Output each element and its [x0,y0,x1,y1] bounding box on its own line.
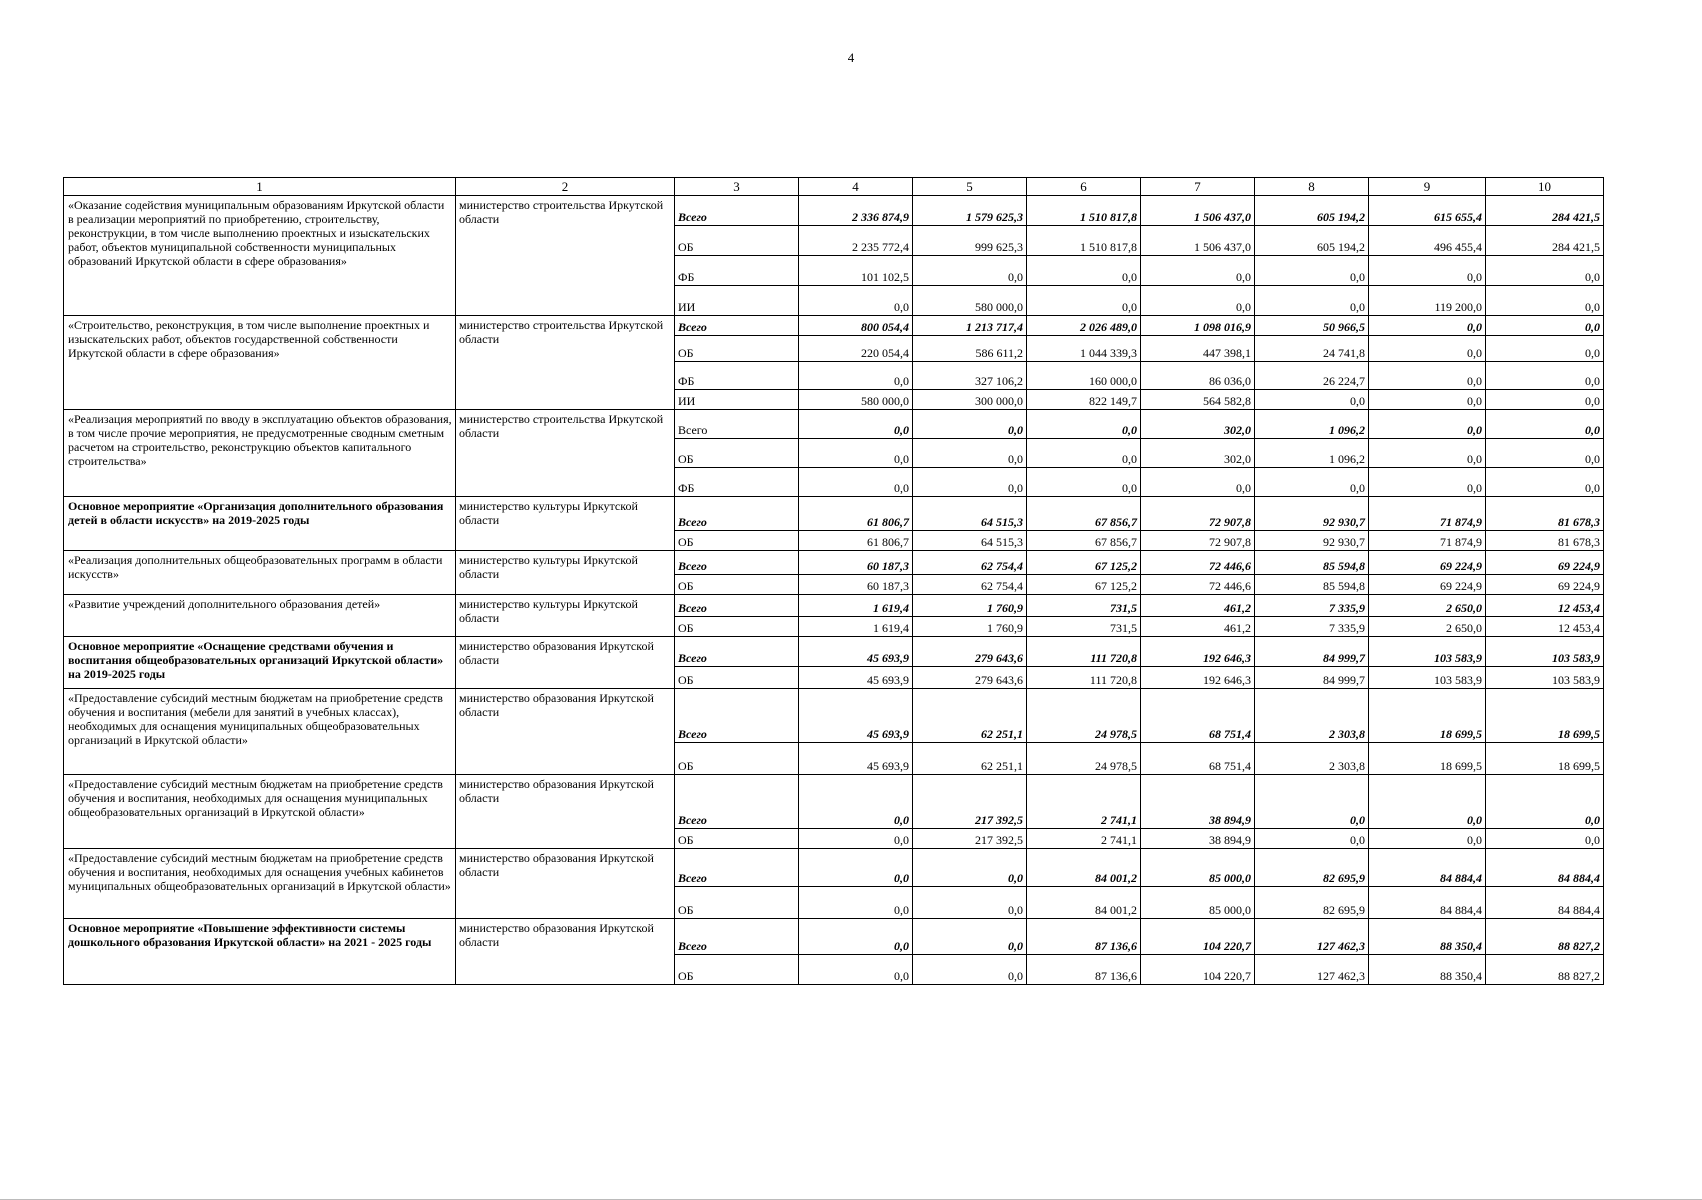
amount-cell: 104 220,7 [1141,955,1255,985]
column-header: 4 [799,178,913,196]
table-row [64,316,1604,336]
amount-cell: 69 224,9 [1486,551,1604,575]
amount-cell: 0,0 [799,849,913,887]
column-header: 6 [1027,178,1141,196]
amount-cell: 92 930,7 [1255,531,1369,551]
amount-cell: 67 125,2 [1027,575,1141,595]
amount-cell: 0,0 [799,468,913,497]
amount-cell: 0,0 [1369,410,1486,439]
amount-cell: 300 000,0 [913,390,1027,410]
amount-cell: 0,0 [1369,362,1486,390]
amount-cell: 81 678,3 [1486,531,1604,551]
budget-table-container [63,177,1603,985]
funding-source: Всего [675,410,799,439]
amount-cell: 2 303,8 [1255,689,1369,743]
amount-cell: 1 619,4 [799,595,913,617]
amount-cell: 0,0 [1255,468,1369,497]
amount-cell: 60 187,3 [799,551,913,575]
amount-cell: 284 421,5 [1486,196,1604,226]
funding-source: Всего [675,689,799,743]
amount-cell: 88 827,2 [1486,919,1604,955]
amount-cell: 82 695,9 [1255,887,1369,919]
amount-cell: 62 754,4 [913,575,1027,595]
amount-cell: 0,0 [1027,286,1141,316]
amount-cell: 72 446,6 [1141,575,1255,595]
amount-cell: 103 583,9 [1369,637,1486,667]
amount-cell: 0,0 [913,439,1027,468]
amount-cell: 84 001,2 [1027,887,1141,919]
amount-cell: 38 894,9 [1141,775,1255,829]
amount-cell: 67 856,7 [1027,497,1141,531]
amount-cell: 731,5 [1027,595,1141,617]
amount-cell: 0,0 [1369,256,1486,286]
amount-cell: 88 827,2 [1486,955,1604,985]
amount-cell: 0,0 [1486,468,1604,497]
column-header: 5 [913,178,1027,196]
executor: министерство образования Иркутской области [456,637,675,689]
amount-cell: 217 392,5 [913,829,1027,849]
amount-cell: 50 966,5 [1255,316,1369,336]
amount-cell: 0,0 [799,829,913,849]
table-row [64,919,1604,955]
funding-source: Всего [675,919,799,955]
table-row [64,775,1604,829]
amount-cell: 0,0 [1255,286,1369,316]
funding-source: ФБ [675,362,799,390]
funding-source: Всего [675,775,799,829]
table-row [64,410,1604,439]
funding-source: Всего [675,595,799,617]
amount-cell: 45 693,9 [799,689,913,743]
amount-cell: 1 760,9 [913,617,1027,637]
amount-cell: 0,0 [1369,775,1486,829]
amount-cell: 0,0 [1486,256,1604,286]
amount-cell: 72 446,6 [1141,551,1255,575]
amount-cell: 327 106,2 [913,362,1027,390]
column-header: 8 [1255,178,1369,196]
amount-cell: 7 335,9 [1255,595,1369,617]
amount-cell: 103 583,9 [1369,667,1486,689]
amount-cell: 127 462,3 [1255,919,1369,955]
amount-cell: 2 026 489,0 [1027,316,1141,336]
amount-cell: 87 136,6 [1027,919,1141,955]
executor: министерство строительства Иркутской области [456,316,675,410]
table-row [64,497,1604,531]
amount-cell: 0,0 [799,410,913,439]
amount-cell: 2 741,1 [1027,775,1141,829]
amount-cell: 0,0 [1141,256,1255,286]
funding-source: ИИ [675,286,799,316]
amount-cell: 0,0 [1486,336,1604,362]
amount-cell: 7 335,9 [1255,617,1369,637]
amount-cell: 87 136,6 [1027,955,1141,985]
amount-cell: 26 224,7 [1255,362,1369,390]
amount-cell: 72 907,8 [1141,531,1255,551]
amount-cell: 0,0 [1369,390,1486,410]
amount-cell: 0,0 [1141,468,1255,497]
amount-cell: 0,0 [1486,775,1604,829]
amount-cell: 1 506 437,0 [1141,196,1255,226]
amount-cell: 279 643,6 [913,637,1027,667]
amount-cell: 461,2 [1141,617,1255,637]
amount-cell: 0,0 [799,919,913,955]
amount-cell: 0,0 [1141,286,1255,316]
amount-cell: 1 760,9 [913,595,1027,617]
amount-cell: 45 693,9 [799,637,913,667]
amount-cell: 71 874,9 [1369,497,1486,531]
amount-cell: 45 693,9 [799,743,913,775]
amount-cell: 12 453,4 [1486,595,1604,617]
amount-cell: 0,0 [1486,362,1604,390]
amount-cell: 82 695,9 [1255,849,1369,887]
amount-cell: 84 884,4 [1486,849,1604,887]
funding-source: Всего [675,497,799,531]
amount-cell: 68 751,4 [1141,743,1255,775]
table-row [64,637,1604,667]
amount-cell: 160 000,0 [1027,362,1141,390]
amount-cell: 2 650,0 [1369,617,1486,637]
table-row [64,849,1604,887]
amount-cell: 18 699,5 [1369,689,1486,743]
column-header: 2 [456,178,675,196]
amount-cell: 45 693,9 [799,667,913,689]
amount-cell: 1 213 717,4 [913,316,1027,336]
executor: министерство образования Иркутской области [456,775,675,849]
funding-source: Всего [675,196,799,226]
measure-name: «Предоставление субсидий местным бюджетам на приобретение средств обучения и воспитания (мебели для занятий в учебных классах), необходимых для оснащения муниципальных общеобразовательных организаций в Иркутской области» [64,689,456,775]
funding-source: ИИ [675,390,799,410]
amount-cell: 192 646,3 [1141,667,1255,689]
funding-source: Всего [675,551,799,575]
amount-cell: 0,0 [799,439,913,468]
amount-cell: 64 515,3 [913,531,1027,551]
funding-source: Всего [675,849,799,887]
amount-cell: 0,0 [799,362,913,390]
amount-cell: 0,0 [1486,316,1604,336]
funding-source: ФБ [675,256,799,286]
amount-cell: 68 751,4 [1141,689,1255,743]
executor: министерство образования Иркутской области [456,849,675,919]
amount-cell: 580 000,0 [799,390,913,410]
amount-cell: 67 856,7 [1027,531,1141,551]
measure-name: «Развитие учреждений дополнительного образования детей» [64,595,456,637]
amount-cell: 2 303,8 [1255,743,1369,775]
amount-cell: 615 655,4 [1369,196,1486,226]
amount-cell: 67 125,2 [1027,551,1141,575]
header-row [64,178,1604,196]
amount-cell: 0,0 [1369,316,1486,336]
amount-cell: 111 720,8 [1027,667,1141,689]
amount-cell: 0,0 [1027,256,1141,286]
amount-cell: 18 699,5 [1369,743,1486,775]
table-row [64,595,1604,617]
funding-source: ОБ [675,743,799,775]
amount-cell: 0,0 [1027,410,1141,439]
measure-name: «Оказание содействия муниципальным образованиям Иркутской области в реализации мероприятий по приобретению, строительству, реконструкции, в том числе выполнению проектных и изыскательских работ, объектов муниципальной собственности муниципальных образований Иркутской области в сфере образования» [64,196,456,316]
executor: министерство строительства Иркутской области [456,410,675,497]
budget-table [63,177,1604,985]
amount-cell: 0,0 [1027,468,1141,497]
amount-cell: 104 220,7 [1141,919,1255,955]
amount-cell: 0,0 [913,887,1027,919]
amount-cell: 81 678,3 [1486,497,1604,531]
amount-cell: 564 582,8 [1141,390,1255,410]
amount-cell: 101 102,5 [799,256,913,286]
amount-cell: 461,2 [1141,595,1255,617]
executor: министерство образования Иркутской области [456,689,675,775]
amount-cell: 24 741,8 [1255,336,1369,362]
funding-source: Всего [675,637,799,667]
amount-cell: 1 098 016,9 [1141,316,1255,336]
amount-cell: 69 224,9 [1369,551,1486,575]
amount-cell: 999 625,3 [913,226,1027,256]
amount-cell: 18 699,5 [1486,743,1604,775]
amount-cell: 127 462,3 [1255,955,1369,985]
amount-cell: 0,0 [913,849,1027,887]
amount-cell: 0,0 [913,410,1027,439]
amount-cell: 84 884,4 [1369,849,1486,887]
executor: министерство строительства Иркутской области [456,196,675,316]
amount-cell: 92 930,7 [1255,497,1369,531]
amount-cell: 0,0 [913,955,1027,985]
amount-cell: 72 907,8 [1141,497,1255,531]
funding-source: ОБ [675,617,799,637]
amount-cell: 0,0 [1027,439,1141,468]
amount-cell: 0,0 [1486,390,1604,410]
amount-cell: 1 096,2 [1255,439,1369,468]
amount-cell: 0,0 [913,256,1027,286]
funding-source: Всего [675,316,799,336]
amount-cell: 496 455,4 [1369,226,1486,256]
amount-cell: 1 579 625,3 [913,196,1027,226]
amount-cell: 84 884,4 [1369,887,1486,919]
amount-cell: 580 000,0 [913,286,1027,316]
amount-cell: 103 583,9 [1486,667,1604,689]
amount-cell: 85 000,0 [1141,887,1255,919]
measure-name: Основное мероприятие «Повышение эффективности системы дошкольного образования Иркутской области» на 2021 - 2025 годы [64,919,456,985]
funding-source: ОБ [675,955,799,985]
amount-cell: 0,0 [1255,256,1369,286]
amount-cell: 0,0 [1255,829,1369,849]
amount-cell: 1 506 437,0 [1141,226,1255,256]
amount-cell: 2 235 772,4 [799,226,913,256]
funding-source: ФБ [675,468,799,497]
amount-cell: 60 187,3 [799,575,913,595]
amount-cell: 103 583,9 [1486,637,1604,667]
measure-name: Основное мероприятие «Организация дополнительного образования детей в области искусств» на 2019-2025 годы [64,497,456,551]
measure-name: «Реализация дополнительных общеобразовательных программ в области искусств» [64,551,456,595]
table-body [64,196,1604,985]
amount-cell: 24 978,5 [1027,743,1141,775]
amount-cell: 62 251,1 [913,743,1027,775]
amount-cell: 62 251,1 [913,689,1027,743]
amount-cell: 38 894,9 [1141,829,1255,849]
amount-cell: 24 978,5 [1027,689,1141,743]
amount-cell: 0,0 [799,887,913,919]
amount-cell: 71 874,9 [1369,531,1486,551]
amount-cell: 605 194,2 [1255,226,1369,256]
amount-cell: 2 650,0 [1369,595,1486,617]
amount-cell: 220 054,4 [799,336,913,362]
executor: министерство культуры Иркутской области [456,497,675,551]
amount-cell: 0,0 [1369,439,1486,468]
amount-cell: 0,0 [913,468,1027,497]
amount-cell: 800 054,4 [799,316,913,336]
measure-name: «Предоставление субсидий местным бюджетам на приобретение средств обучения и воспитания, необходимых для оснащения муниципальных общеобразовательных организаций в Иркутской области» [64,775,456,849]
amount-cell: 1 096,2 [1255,410,1369,439]
measure-name: «Предоставление субсидий местным бюджетам на приобретение средств обучения и воспитания, необходимых для оснащения учебных кабинетов муниципальных общеобразовательных организаций в Иркутской области» [64,849,456,919]
funding-source: ОБ [675,667,799,689]
amount-cell: 1 619,4 [799,617,913,637]
table-row [64,196,1604,226]
amount-cell: 84 884,4 [1486,887,1604,919]
amount-cell: 0,0 [1369,336,1486,362]
column-header: 3 [675,178,799,196]
amount-cell: 88 350,4 [1369,955,1486,985]
amount-cell: 69 224,9 [1486,575,1604,595]
amount-cell: 2 336 874,9 [799,196,913,226]
amount-cell: 1 510 817,8 [1027,196,1141,226]
funding-source: ОБ [675,531,799,551]
amount-cell: 88 350,4 [1369,919,1486,955]
executor: министерство культуры Иркутской области [456,595,675,637]
amount-cell: 822 149,7 [1027,390,1141,410]
amount-cell: 217 392,5 [913,775,1027,829]
table-row [64,689,1604,743]
amount-cell: 61 806,7 [799,497,913,531]
amount-cell: 12 453,4 [1486,617,1604,637]
amount-cell: 119 200,0 [1369,286,1486,316]
amount-cell: 84 001,2 [1027,849,1141,887]
amount-cell: 279 643,6 [913,667,1027,689]
amount-cell: 0,0 [913,919,1027,955]
amount-cell: 69 224,9 [1369,575,1486,595]
measure-name: «Реализация мероприятий по вводу в эксплуатацию объектов образования, в том числе прочие мероприятия, не предусмотренные сводным сметным расчетом на строительство, реконструкцию объектов капитального строительства» [64,410,456,497]
amount-cell: 61 806,7 [799,531,913,551]
amount-cell: 0,0 [1369,468,1486,497]
amount-cell: 605 194,2 [1255,196,1369,226]
amount-cell: 85 000,0 [1141,849,1255,887]
amount-cell: 1 044 339,3 [1027,336,1141,362]
amount-cell: 0,0 [1255,390,1369,410]
amount-cell: 302,0 [1141,439,1255,468]
funding-source: ОБ [675,829,799,849]
amount-cell: 284 421,5 [1486,226,1604,256]
amount-cell: 0,0 [1255,775,1369,829]
funding-source: ОБ [675,887,799,919]
amount-cell: 84 999,7 [1255,667,1369,689]
measure-name: Основное мероприятие «Оснащение средствами обучения и воспитания общеобразовательных организаций Иркутской области» на 2019-2025 годы [64,637,456,689]
executor: министерство культуры Иркутской области [456,551,675,595]
amount-cell: 1 510 817,8 [1027,226,1141,256]
amount-cell: 62 754,4 [913,551,1027,575]
amount-cell: 0,0 [1369,829,1486,849]
page-number: 4 [847,50,855,65]
amount-cell: 0,0 [1486,439,1604,468]
amount-cell: 302,0 [1141,410,1255,439]
column-header: 7 [1141,178,1255,196]
column-header: 1 [64,178,456,196]
amount-cell: 2 741,1 [1027,829,1141,849]
amount-cell: 0,0 [799,775,913,829]
funding-source: ОБ [675,336,799,362]
amount-cell: 84 999,7 [1255,637,1369,667]
amount-cell: 86 036,0 [1141,362,1255,390]
amount-cell: 18 699,5 [1486,689,1604,743]
funding-source: ОБ [675,439,799,468]
amount-cell: 85 594,8 [1255,551,1369,575]
amount-cell: 111 720,8 [1027,637,1141,667]
amount-cell: 0,0 [799,286,913,316]
amount-cell: 586 611,2 [913,336,1027,362]
amount-cell: 0,0 [799,955,913,985]
table-row [64,551,1604,575]
funding-source: ОБ [675,575,799,595]
amount-cell: 731,5 [1027,617,1141,637]
amount-cell: 447 398,1 [1141,336,1255,362]
amount-cell: 0,0 [1486,410,1604,439]
amount-cell: 64 515,3 [913,497,1027,531]
amount-cell: 192 646,3 [1141,637,1255,667]
column-header: 10 [1486,178,1604,196]
amount-cell: 85 594,8 [1255,575,1369,595]
funding-source: ОБ [675,226,799,256]
amount-cell: 0,0 [1486,829,1604,849]
column-header: 9 [1369,178,1486,196]
executor: министерство образования Иркутской области [456,919,675,985]
amount-cell: 0,0 [1486,286,1604,316]
measure-name: «Строительство, реконструкция, в том числе выполнение проектных и изыскательских работ, объектов государственной собственности Иркутской области в сфере образования» [64,316,456,410]
